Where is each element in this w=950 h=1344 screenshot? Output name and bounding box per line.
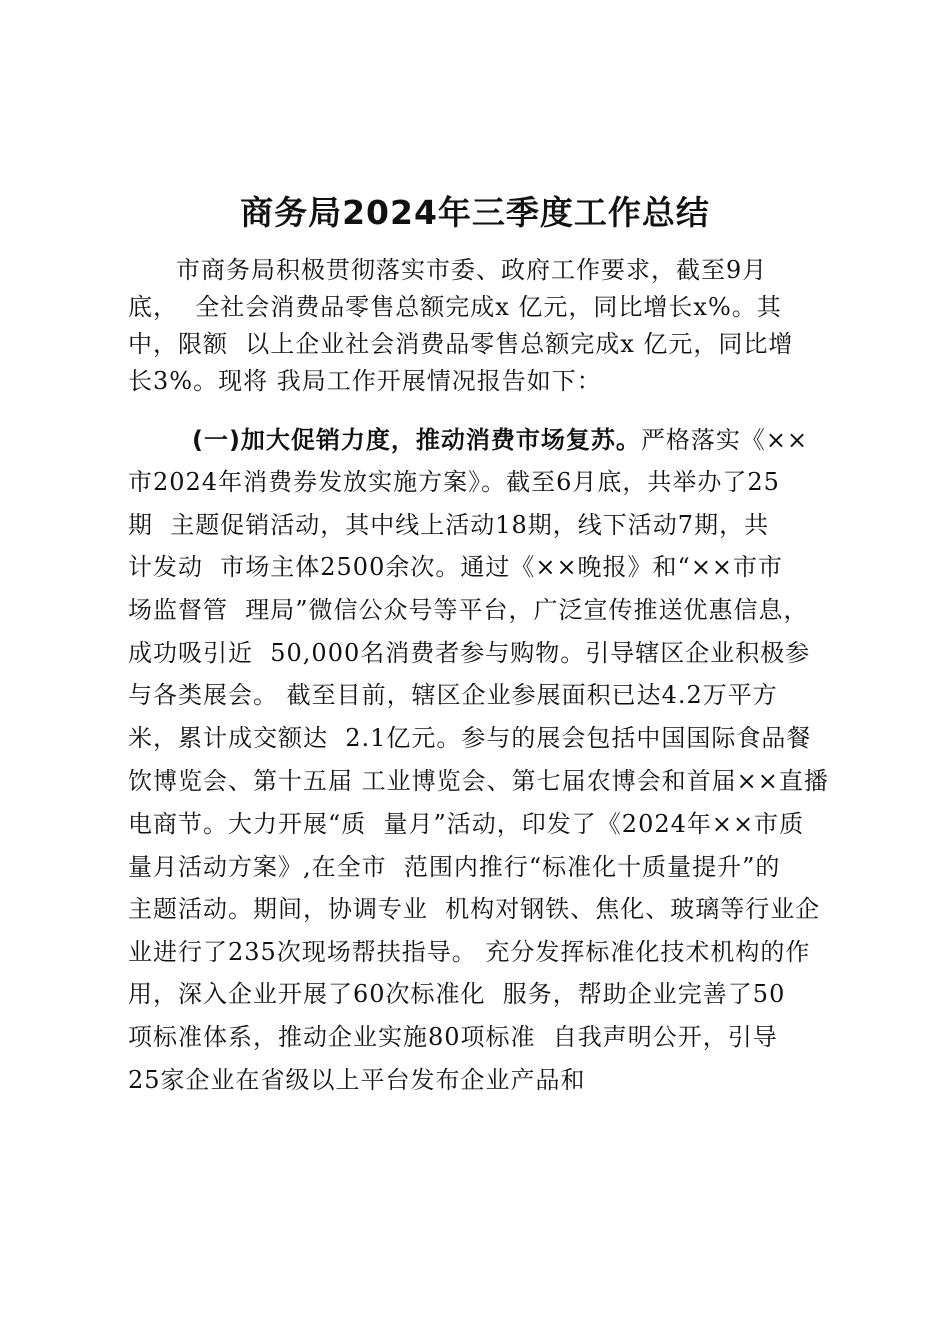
section1-line: 主题活动。期间，协调专业 机构对钢铁、焦化、玻璃等行业企 bbox=[128, 895, 821, 923]
document-title: 商务局2024年三季度工作总结 bbox=[240, 193, 710, 232]
intro-line: 长3%。现将 我局工作开展情况报告如下： bbox=[128, 367, 602, 395]
intro-line: 市商务局积极贯彻落实市委、政府工作要求，截至9月 bbox=[176, 256, 768, 284]
section1-first-line bbox=[192, 420, 808, 460]
section1-line: 25家企业在省级以上平台发布企业产品和 bbox=[128, 1066, 586, 1094]
section1-line: 电商节。大力开展“质 量月”活动，印发了《2024年××市质 bbox=[128, 810, 805, 838]
section1-line: 与各类展会。 截至目前，辖区企业参展面积已达4.2万平方 bbox=[128, 681, 778, 709]
section1-first-line-rest: 严格落实《×× bbox=[640, 426, 809, 454]
intro-line: 中，限额 以上企业社会消费品零售总额完成x 亿元，同比增 bbox=[128, 330, 794, 358]
section1-line: 期 主题促销活动，其中线上活动18期，线下活动7期，共 bbox=[128, 511, 770, 539]
section1-line: 业进行了235次现场帮扶指导。 充分发挥标准化技术机构的作 bbox=[128, 938, 811, 966]
section1-line: 市2024年消费券发放实施方案》。截至6月底，共举办了25 bbox=[128, 468, 780, 496]
section1-line: 用，深入企业开展了60次标准化 服务，帮助企业完善了50 bbox=[128, 980, 786, 1008]
section1-line: 项标准体系，推动企业实施80项标准 自我声明公开，引导 bbox=[128, 1023, 778, 1051]
section1-line: 饮博览会、第十五届 工业博览会、第七届农博会和首届××直播 bbox=[128, 767, 829, 795]
section1-line: 量月活动方案》,在全市 范围内推行“标准化十质量提升”的 bbox=[128, 853, 781, 881]
section1-heading: (一)加大促销力度，推动消费市场复苏。 bbox=[192, 426, 641, 454]
section1-line: 场监督管 理局”微信公众号等平台，广泛宣传推送优惠信息， bbox=[128, 596, 809, 624]
intro-line: 底， 全社会消费品零售总额完成x 亿元，同比增长x%。其 bbox=[128, 293, 782, 321]
section1-line: 成功吸引近 50,000名消费者参与购物。引导辖区企业积极参 bbox=[128, 639, 811, 667]
section1-line: 米，累计成交额达 2.1亿元。参与的展会包括中国国际食品餐 bbox=[128, 724, 812, 752]
section1-line: 计发动 市场主体2500余次。通过《××晚报》和“××市市 bbox=[128, 553, 784, 581]
